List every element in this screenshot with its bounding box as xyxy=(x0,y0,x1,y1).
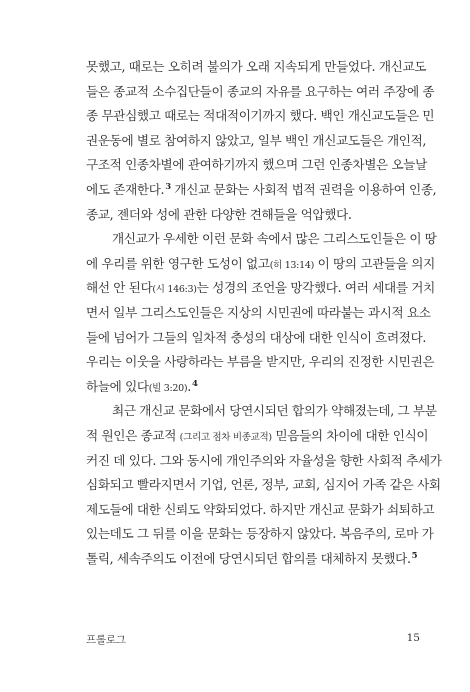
text-run: 믿음들의 차이에 대한 인식이 xyxy=(271,427,429,443)
running-title: 프롤로그 xyxy=(86,634,126,646)
paragraph-3 xyxy=(86,399,442,571)
scripture-reference: (빌 3:20) xyxy=(148,382,188,394)
text-line xyxy=(86,203,420,228)
text-run: . xyxy=(187,378,191,394)
text-run: 최근 개신교 문화에서 당연시되던 합의가 약해졌는데, 그 부분 xyxy=(112,403,437,419)
text-line xyxy=(86,375,420,400)
text-run: 해선 안 된다 xyxy=(86,280,153,296)
text-run: 톨릭, 세속주의도 이전에 당연시되던 합의를 대체하지 못했다. xyxy=(86,550,411,566)
text-line xyxy=(86,153,427,178)
text-line xyxy=(86,498,435,523)
footnote-mark: 3 xyxy=(165,181,171,192)
page-number: 15 xyxy=(406,632,420,644)
scripture-reference: (시 146:3) xyxy=(152,284,197,296)
text-line xyxy=(86,350,435,375)
text-line xyxy=(86,547,420,572)
text-line xyxy=(86,104,435,129)
text-line xyxy=(86,55,427,80)
text-run: 에도 존재한다. xyxy=(86,181,165,197)
text-run: 이 땅의 고관들을 의지 xyxy=(313,255,435,271)
text-run: 제도들에 대한 신뢰도 약화되었다. 하지만 개신교 문화가 쇠퇴하고 xyxy=(86,501,435,517)
text-run: 구조적 인종차별에 관여하기까지 했으며 그런 인종차별은 오늘날 xyxy=(86,157,427,173)
text-line xyxy=(86,276,435,301)
text-run: 들에 넘어가 그들의 일차적 충성의 대상에 대한 인식이 흐려졌다. xyxy=(86,329,427,345)
text-line xyxy=(86,326,427,351)
text-run: 개신교 문화는 사회적 법적 권력을 이용하여 인종, xyxy=(170,181,437,197)
text-line xyxy=(86,449,442,474)
footnote-mark: 5 xyxy=(411,550,418,561)
text-run: 에 우리를 위한 영구한 도성이 없고 xyxy=(86,255,270,271)
text-line xyxy=(86,301,431,326)
text-line xyxy=(86,424,429,449)
text-line xyxy=(86,522,434,547)
text-run: 하늘에 있다 xyxy=(86,378,149,394)
paragraph-1 xyxy=(86,55,437,227)
text-line xyxy=(86,473,441,498)
text-run: 있는데도 그 뒤를 이을 문화는 등장하지 않았다. 복음주의, 로마 가 xyxy=(86,526,434,542)
text-run: 적 원인은 종교적 xyxy=(86,427,180,443)
text-run: 우리는 이웃을 사랑하라는 부름을 받지만, 우리의 진정한 시민권은 xyxy=(86,354,435,370)
text-run: 종교, 젠더와 성에 관한 다양한 견해들을 억압했다. xyxy=(86,206,352,222)
text-run: 면서 일부 그리스도인들은 지상의 시민권에 따라붙는 과시적 요소 xyxy=(86,304,431,320)
text-run: 권운동에 별로 참여하지 않았고, 일부 백인 개신교도들은 개인적, xyxy=(86,132,427,148)
scripture-reference: (그리고 점차 비종교적) xyxy=(179,431,272,443)
text-line xyxy=(86,399,437,424)
text-line xyxy=(86,178,437,203)
text-line xyxy=(86,227,437,252)
text-run: 종 무관심했고 때로는 적대적이기까지 했다. 백인 개신교도들은 민 xyxy=(86,108,435,124)
text-line xyxy=(86,252,435,277)
text-line xyxy=(86,129,427,154)
text-run: 커진 데 있다. 그와 동시에 개인주의와 자율성을 향한 사회적 추세가 xyxy=(86,452,442,468)
footnote-mark: 4 xyxy=(191,378,198,389)
text-run: 개신교가 우세한 이런 문화 속에서 많은 그리스도인들은 이 땅 xyxy=(112,231,437,247)
text-run: 는 성경의 조언을 망각했다. 여러 세대를 거치 xyxy=(196,280,435,296)
text-run: 심화되고 빨라지면서 기업, 언론, 정부, 교회, 심지어 가족 같은 사회 xyxy=(86,477,441,493)
paragraph-2 xyxy=(86,227,437,399)
text-run: 못했고, 때로는 오히려 불의가 오래 지속되게 만들었다. 개신교도 xyxy=(86,59,427,74)
text-line xyxy=(86,80,435,105)
body-text xyxy=(86,55,442,571)
text-run: 들은 종교적 소수집단들이 종교의 자유를 요구하는 여러 주장에 종 xyxy=(86,83,435,99)
scripture-reference: (히 13:14) xyxy=(269,259,314,271)
